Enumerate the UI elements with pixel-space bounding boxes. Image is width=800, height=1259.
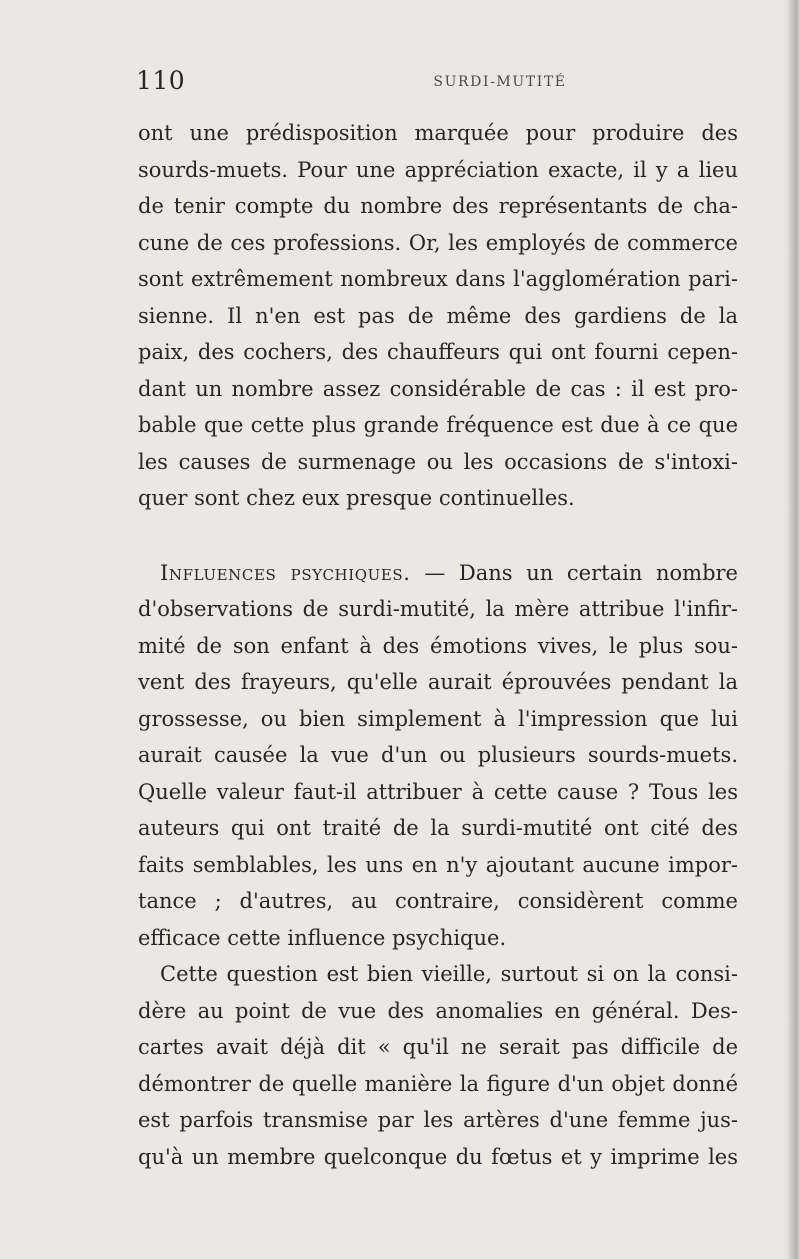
text-line: paix, des cochers, des chauffeurs qui ont fourni cepen- [138, 340, 738, 364]
paragraph-spacer [138, 517, 738, 555]
text-line: Quelle valeur faut-il attribuer à cette cause ? Tous les [138, 779, 738, 804]
text-line: faits semblables, les uns en n'y ajoutant aucune impor- [138, 852, 738, 877]
text-line: sont extrêmement nombreux dans l'agglomération pari- [138, 267, 738, 291]
page-edge-shadow [786, 0, 800, 1259]
paragraph-2 [138, 555, 738, 957]
text-line: bable que cette plus grande fréquence est due à ce que [138, 413, 738, 437]
page-number: 110 [136, 66, 186, 95]
text-line: mité de son enfant à des émotions vives, le plus sou- [138, 633, 738, 658]
text-line: sienne. Il n'en est pas de même des gardiens de la [138, 303, 738, 328]
text-line: dant un nombre assez considérable de cas : il est pro- [138, 376, 738, 401]
text-line: auteurs qui ont traité de la surdi-mutité ont cité des [138, 816, 738, 840]
section-heading: Influences psychiques. [160, 560, 411, 585]
text-line: dère au point de vue des anomalies en général. Des- [138, 998, 738, 1023]
text-line: démontrer de quelle manière la figure d'un objet donné [138, 1071, 738, 1096]
text-line: grossesse, ou bien simplement à l'impression que lui [138, 706, 738, 731]
text-line: cune de ces professions. Or, les employés de commerce [138, 230, 738, 255]
text-line: de tenir compte du nombre des représentants de cha- [138, 194, 738, 218]
running-title: SURDI-MUTITÉ [433, 74, 567, 90]
text-line: d'observations de surdi-mutité, la mère attribue l'infir- [138, 597, 738, 621]
text-line: les causes de surmenage ou les occasions de s'intoxi- [138, 449, 738, 474]
text-line: cartes avait déjà dit « qu'il ne serait pas difficile de [138, 1035, 738, 1059]
body-text [138, 115, 738, 1175]
text-line: sourds-muets. Pour une appréciation exacte, il y a lieu [138, 157, 738, 182]
paragraph-3 [138, 956, 738, 1175]
paragraph-1 [138, 115, 738, 517]
heading-continuation: — Dans un certain nombre [410, 560, 738, 585]
text-line [138, 555, 738, 592]
text-line: est parfois transmise par les artères d'une femme jus- [138, 1108, 738, 1132]
text-line: efficace cette influence psychique. [138, 925, 507, 950]
text-line: qu'à un membre quelconque du fœtus et y imprime les [138, 1144, 738, 1169]
text-line: aurait causée la vue d'un ou plusieurs sourds-muets. [138, 743, 738, 767]
page-header [130, 66, 750, 100]
text-line: vent des frayeurs, qu'elle aurait éprouvées pendant la [138, 670, 738, 694]
text-line: Cette question est bien vieille, surtout si on la consi- [160, 962, 738, 986]
text-line: tance ; d'autres, au contraire, considèrent comme [138, 889, 738, 913]
text-line: ont une prédisposition marquée pour produire des [138, 121, 738, 145]
text-line: quer sont chez eux presque continuelles. [138, 486, 575, 510]
